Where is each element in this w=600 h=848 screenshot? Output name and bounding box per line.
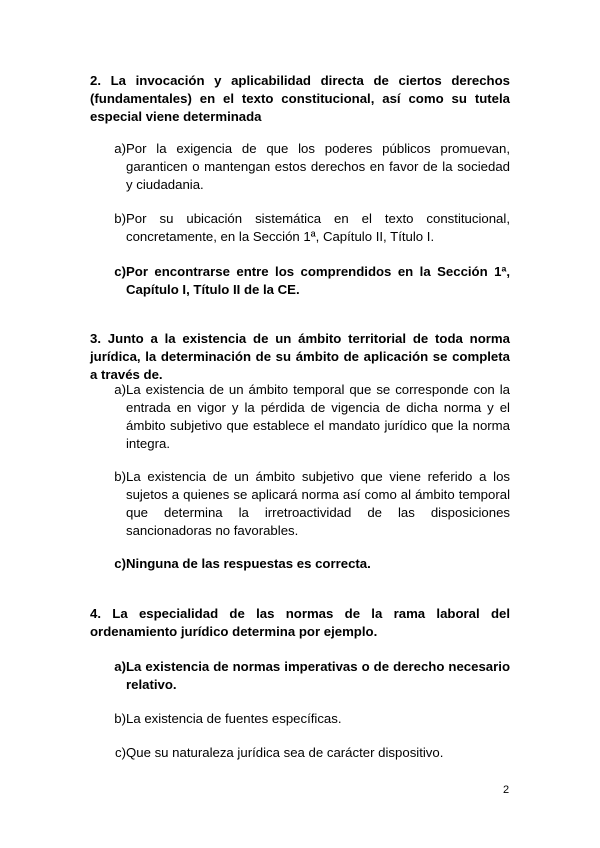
option-letter: a)	[114, 382, 126, 397]
option-letter: c)	[115, 745, 126, 760]
question-4-option-a	[90, 658, 510, 694]
option-text: La existencia de normas imperativas o de derecho necesario relativo.	[126, 659, 510, 692]
page-number: 2	[503, 784, 510, 796]
option-text: Ninguna de las respuestas es correcta.	[126, 556, 371, 571]
option-letter: a)	[114, 659, 126, 674]
question-2-option-b	[90, 210, 510, 246]
question-2	[90, 72, 510, 126]
option-text: Por encontrarse entre los comprendidos en la Sección 1ª, Capítulo I, Título II de la CE.	[126, 264, 510, 297]
option-letter: a)	[114, 141, 126, 156]
option-text: Que su naturaleza jurídica sea de carácter dispositivo.	[126, 745, 444, 760]
question-3	[90, 330, 510, 384]
option-text: La existencia de un ámbito subjetivo que viene referido a los sujetos a quienes se aplicará norma así como al ámbito temporal que determina la irretroactividad de las disposiciones sancionadoras no favorables.	[126, 469, 510, 538]
question-4-option-b	[90, 710, 510, 728]
question-3-option-b	[90, 468, 510, 540]
option-letter: c)	[114, 264, 126, 279]
option-text: Por la exigencia de que los poderes públicos promuevan, garanticen o mantengan estos derechos en favor de la sociedad y ciudadania.	[126, 141, 510, 192]
question-3-text: 3. Junto a la existencia de un ámbito territorial de toda norma jurídica, la determinación de su ámbito de aplicación se completa a través de.	[90, 331, 510, 382]
question-3-option-a	[90, 381, 510, 453]
option-text: La existencia de fuentes específicas.	[126, 711, 342, 726]
option-letter: b)	[114, 711, 126, 726]
option-letter: b)	[114, 211, 126, 226]
question-2-text: 2. La invocación y aplicabilidad directa de ciertos derechos (fundamentales) en el texto constitucional, así como su tutela especial viene determinada	[90, 73, 510, 124]
option-letter: c)	[114, 556, 126, 571]
question-2-option-c	[90, 263, 510, 299]
option-text: Por su ubicación sistemática en el texto constitucional, concretamente, en la Sección 1ª, Capítulo II, Título I.	[126, 211, 510, 244]
option-text: La existencia de un ámbito temporal que se corresponde con la entrada en vigor y la pérdida de vigencia de dicha norma y el ámbito subjetivo que establece el mandato jurídico que la norma integra.	[126, 382, 510, 451]
question-4	[90, 605, 510, 641]
option-letter: b)	[114, 469, 126, 484]
question-4-option-c	[90, 744, 510, 762]
question-2-option-a	[90, 140, 510, 194]
question-4-text: 4. La especialidad de las normas de la rama laboral del ordenamiento jurídico determina por ejemplo.	[90, 606, 510, 639]
question-3-option-c	[90, 555, 510, 573]
